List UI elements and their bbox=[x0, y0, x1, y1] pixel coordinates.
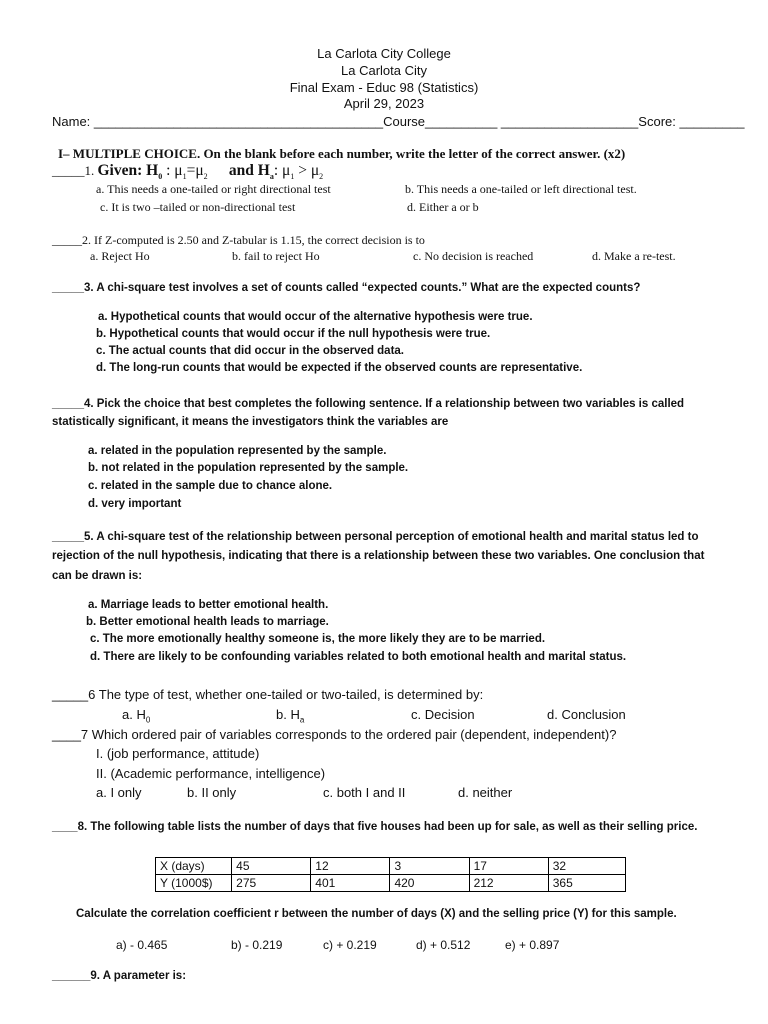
q2-option-b: b. fail to reject Ho bbox=[232, 249, 320, 263]
q7-option-a: a. I only bbox=[96, 785, 142, 800]
q7-item-1: I. (job performance, attitude) bbox=[96, 746, 260, 761]
college-name: La Carlota City College bbox=[317, 46, 451, 61]
question-9: ______9. A parameter is: bbox=[52, 970, 187, 982]
question-5-line-1: _____5. A chi-square test of the relationship between personal perception of emotional health and marital status led to bbox=[52, 531, 699, 543]
table-row-y bbox=[156, 875, 626, 892]
q4-option-b: b. not related in the population represented by the sample. bbox=[88, 462, 409, 474]
q7-option-c: c. both I and II bbox=[323, 785, 406, 800]
q6-option-b: b. $H_a$ bbox=[276, 707, 305, 725]
table-cell: Y (1000$) bbox=[156, 875, 232, 892]
q5-option-a: a. Marriage leads to better emotional health. bbox=[88, 599, 329, 611]
table-cell: 212 bbox=[469, 875, 548, 892]
q8-option-a: a) - 0.465 bbox=[116, 938, 168, 952]
data-table bbox=[155, 857, 626, 892]
table-cell: 401 bbox=[311, 875, 390, 892]
q3-option-d: d. The long-run counts that would be expected if the observed counts are representative. bbox=[96, 362, 583, 374]
q3-option-b: b. Hypothetical counts that would occur if the null hypothesis were true. bbox=[96, 328, 491, 340]
q1-null-hypothesis: : $\mu_1=\mu_2$ bbox=[162, 162, 208, 182]
q8-option-e: e) + 0.897 bbox=[505, 938, 560, 952]
q2-option-a: a. Reject Ho bbox=[90, 249, 150, 263]
table-cell: 365 bbox=[548, 875, 625, 892]
q5-option-b: b. Better emotional health leads to marriage. bbox=[86, 616, 329, 628]
q7-item-2: II. (Academic performance, intelligence) bbox=[96, 766, 326, 781]
question-4-line-2: statistically significant, it means the investigators think the variables are bbox=[52, 416, 449, 428]
q5-option-c: c. The more emotionally healthy someone is, the more likely they are to be married. bbox=[90, 633, 546, 645]
q7-option-b: b. II only bbox=[187, 785, 237, 800]
q3-option-a: a. Hypothetical counts that would occur of the alternative hypothesis were true. bbox=[98, 311, 533, 323]
q1-option-a: a. This needs a one-tailed or right directional test bbox=[96, 182, 331, 196]
question-5-line-2: rejection of the null hypothesis, indicating that there is a relationship between these two variables. One conclusion that bbox=[52, 550, 705, 562]
question-7: ____7 Which ordered pair of variables corresponds to the ordered pair (dependent, independent)? bbox=[52, 727, 617, 742]
q1-option-b: b. This needs a one-tailed or left directional test. bbox=[405, 182, 637, 196]
q6-option-d: d. Conclusion bbox=[547, 707, 626, 722]
q1-option-c: c. It is two –tailed or non-directional test bbox=[100, 200, 296, 214]
question-5-line-3: can be drawn is: bbox=[52, 570, 143, 582]
q4-option-d: d. very important bbox=[88, 498, 182, 510]
question-8: ____8. The following table lists the number of days that five houses had been up for sale, as well as their selling price. bbox=[52, 821, 698, 833]
q4-option-c: c. related in the sample due to chance alone. bbox=[88, 480, 333, 492]
question-1 bbox=[52, 162, 323, 181]
question-3: _____3. A chi-square test involves a set of counts called “expected counts.” What are the expected counts? bbox=[52, 282, 641, 294]
table-cell: X (days) bbox=[156, 858, 232, 875]
table-cell: 12 bbox=[311, 858, 390, 875]
table-cell: 17 bbox=[469, 858, 548, 875]
q1-given: Given: $H_0$ bbox=[97, 162, 163, 182]
q6-option-c: c. Decision bbox=[411, 707, 475, 722]
table-cell: 420 bbox=[390, 875, 469, 892]
q2-option-c: c. No decision is reached bbox=[413, 249, 534, 263]
q8-option-b: b) - 0.219 bbox=[231, 938, 283, 952]
table-cell: 32 bbox=[548, 858, 625, 875]
q1-and-ha: and $H_a$ bbox=[228, 162, 274, 182]
q7-option-d: d. neither bbox=[458, 785, 513, 800]
q3-option-c: c. The actual counts that did occur in the observed data. bbox=[96, 345, 405, 357]
q5-option-d: d. There are likely to be confounding variables related to both emotional health and marital status. bbox=[90, 651, 627, 663]
question-6: _____6 The type of test, whether one-tailed or two-tailed, is determined by: bbox=[52, 687, 484, 702]
table-row-x bbox=[156, 858, 626, 875]
q8-option-d: d) + 0.512 bbox=[416, 938, 471, 952]
q1-number: _____1. bbox=[52, 163, 95, 178]
q8-option-c: c) + 0.219 bbox=[323, 938, 377, 952]
exam-date: April 29, 2023 bbox=[343, 96, 425, 111]
table-cell: 3 bbox=[390, 858, 469, 875]
city-name: La Carlota City bbox=[341, 63, 427, 78]
q8-instruction: Calculate the correlation coefficient r between the number of days (X) and the selling price (Y) for this sample. bbox=[76, 908, 677, 920]
table-cell: 45 bbox=[232, 858, 311, 875]
section-title: I– MULTIPLE CHOICE. On the blank before each number, write the letter of the correct answer. (x2) bbox=[58, 146, 626, 161]
q2-option-d: d. Make a re-test. bbox=[592, 249, 676, 263]
table-cell: 275 bbox=[232, 875, 311, 892]
exam-title: Final Exam - Educ 98 (Statistics) bbox=[289, 80, 479, 95]
question-4-line-1: _____4. Pick the choice that best completes the following sentence. If a relationship between two variables is called bbox=[52, 398, 685, 410]
name-course-score-line: Name: ________________________________________Course__________ ___________________Score: _________ bbox=[52, 114, 745, 129]
q1-option-d: d. Either a or b bbox=[407, 200, 479, 214]
q4-option-a: a. related in the population represented by the sample. bbox=[88, 445, 387, 457]
question-2: _____2. If Z-computed is 2.50 and Z-tabular is 1.15, the correct decision is to bbox=[52, 233, 425, 247]
q1-alt-hypothesis: : $\mu_1 > \mu_2$ bbox=[273, 162, 324, 182]
q6-option-a: a. $H_0$ bbox=[122, 707, 151, 725]
